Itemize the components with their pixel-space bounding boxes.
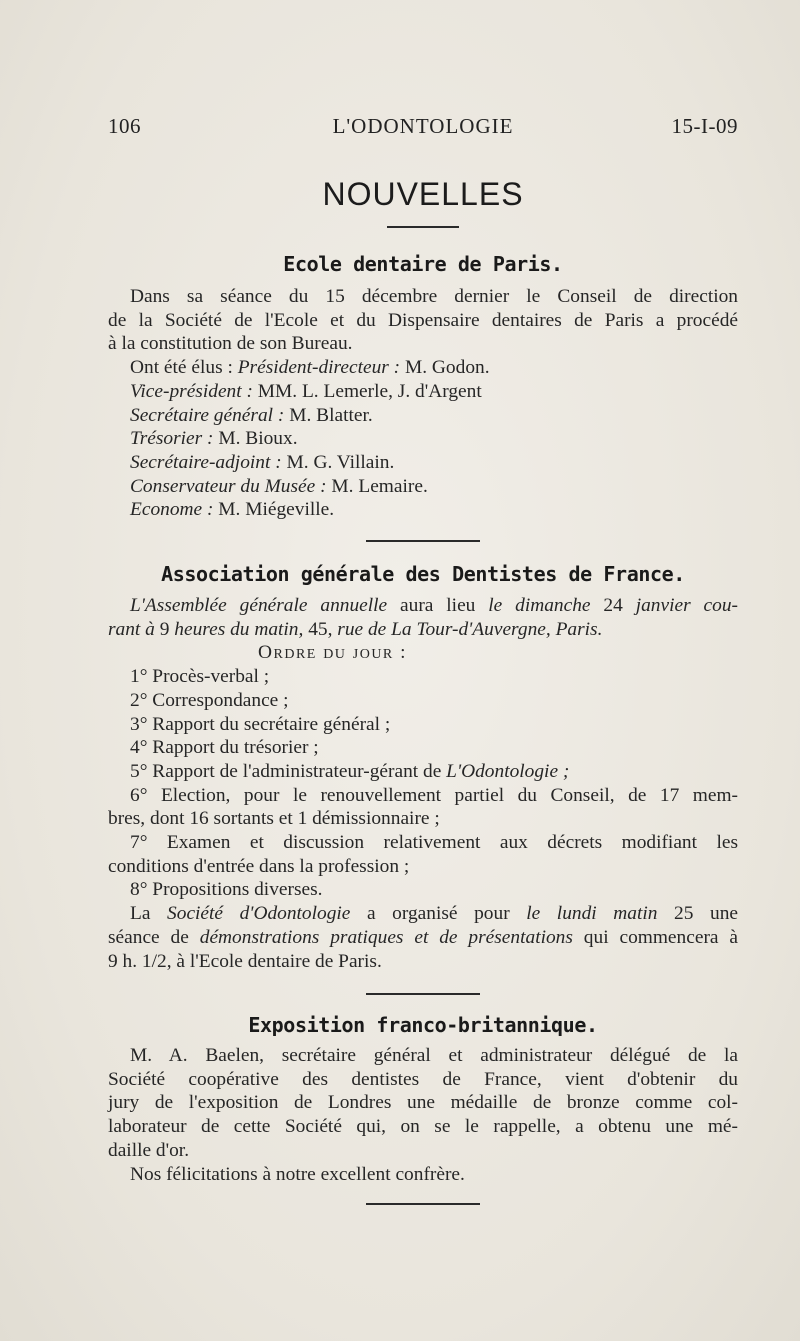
agenda-item: 7° Examen et discussion relativement aux décrets modifiant les [130, 832, 738, 854]
section-ecole-body [108, 285, 738, 522]
paragraph-line [108, 594, 738, 618]
officer-name: M. Bioux. [213, 428, 298, 450]
paragraph-line [108, 926, 738, 950]
officer-line [108, 451, 738, 475]
section-heading-ecole: Ecole dentaire de Paris. [283, 252, 563, 276]
section-divider [366, 540, 480, 542]
title-divider [387, 226, 459, 228]
section-heading-association: Association générale des Dentistes de France. [161, 562, 685, 586]
text-run: L'Assemblée générale annuelle [130, 595, 388, 616]
officer-name: M. G. Villain. [281, 451, 395, 473]
paragraph-line: 9 h. 1/2, à l'Ecole dentaire de Paris. [108, 950, 382, 972]
officer-role: Vice-président : [130, 380, 253, 402]
paragraph-line: M. A. Baelen, secrétaire général et administrateur délégué de la [130, 1045, 738, 1066]
agenda-heading: Ordre du jour : [258, 642, 407, 664]
section-heading-exposition: Exposition franco-britannique. [248, 1013, 598, 1037]
text-run: 25 une [657, 903, 738, 925]
paragraph-line: Dans sa séance du 15 décembre dernier le Conseil de direction [130, 286, 738, 307]
text-run: 5° Rapport de l'administrateur-gérant de [130, 760, 447, 782]
page-title: NOUVELLES [322, 176, 524, 212]
officer-line [108, 380, 738, 404]
agenda-item-continued: bres, dont 16 sortants et 1 démissionnaire ; [108, 808, 440, 830]
text-run: L'Odontologie ; [446, 760, 570, 782]
text-run: rant à [108, 618, 155, 640]
officer-line [108, 356, 738, 380]
text-run: aura lieu [387, 595, 489, 616]
text-run: 24 [590, 595, 636, 616]
running-header [108, 114, 738, 144]
paragraph-line: jury de l'exposition de Londres une médaille de bronze comme col- [108, 1092, 738, 1114]
text-run: Société d'Odontologie [167, 903, 351, 925]
text-run: démonstrations pratiques et de présentations [199, 926, 573, 948]
text-run: séance de [108, 926, 200, 948]
section-association-body [108, 594, 738, 973]
agenda-item: 8° Propositions diverses. [130, 879, 323, 901]
agenda-item: 4° Rapport du trésorier ; [130, 737, 319, 759]
paragraph-line: de la Société de l'Ecole et du Dispensaire dentaires de Paris a procédé [108, 309, 738, 331]
paragraph-line: laborateur de cette Société qui, on se le rappelle, a obtenu une mé- [108, 1116, 738, 1138]
agenda-item [108, 760, 738, 784]
section-divider [366, 1203, 480, 1205]
paragraph-line [108, 902, 738, 926]
text-run: rue de La Tour-d'Auvergne, Paris. [337, 618, 603, 640]
officer-role: Secrétaire-adjoint : [130, 451, 282, 473]
text-run: 45, [303, 618, 338, 640]
agenda-item: 3° Rapport du secrétaire général ; [130, 713, 391, 735]
section-divider [366, 993, 480, 995]
journal-title: L'ODONTOLOGIE [332, 114, 514, 138]
officer-line [108, 498, 738, 522]
text-run: 9 [154, 618, 175, 640]
closing-line: Nos félicitations à notre excellent confrère. [130, 1163, 465, 1185]
text-run: le lundi matin [526, 903, 658, 925]
text-run: janvier cou- [635, 595, 738, 616]
officer-name: M. Lemaire. [326, 475, 428, 497]
officer-name: M. Blatter. [284, 404, 373, 426]
officer-line [108, 404, 738, 428]
paragraph-line: à la constitution de son Bureau. [108, 333, 353, 355]
text-run: le dimanche [488, 595, 591, 616]
officer-line [108, 475, 738, 499]
officer-name: M. Godon. [400, 357, 490, 379]
section-exposition-body [108, 1044, 738, 1186]
page-number: 106 [108, 114, 141, 138]
officer-role: Secrétaire général : [130, 404, 285, 426]
text-run: a organisé pour [350, 903, 527, 925]
agenda-item: 1° Procès-verbal ; [130, 666, 270, 688]
officer-role: Président-directeur : [237, 357, 401, 379]
paragraph-line: daille d'or. [108, 1139, 190, 1161]
officer-role: Conservateur du Musée : [130, 475, 327, 497]
officer-line [108, 427, 738, 451]
elus-lead: Ont été élus : [130, 357, 238, 379]
paragraph-line [108, 618, 738, 642]
officer-name: M. Miégeville. [213, 499, 335, 521]
issue-date: 15-I-09 [671, 114, 738, 138]
text-run: heures du matin, [174, 618, 304, 640]
agenda-item-continued: conditions d'entrée dans la profession ; [108, 855, 410, 877]
text-run: qui commencera à [572, 926, 739, 948]
officer-role: Trésorier : [130, 428, 214, 450]
agenda-item: 2° Correspondance ; [130, 689, 289, 711]
officer-name: MM. L. Lemerle, J. d'Argent [252, 380, 482, 402]
agenda-item: 6° Election, pour le renouvellement partiel du Conseil, de 17 mem- [130, 784, 738, 806]
paragraph-line: Société coopérative des dentistes de France, vient d'obtenir du [108, 1068, 738, 1090]
text-run: La [130, 903, 168, 925]
officer-role: Econome : [130, 499, 214, 521]
